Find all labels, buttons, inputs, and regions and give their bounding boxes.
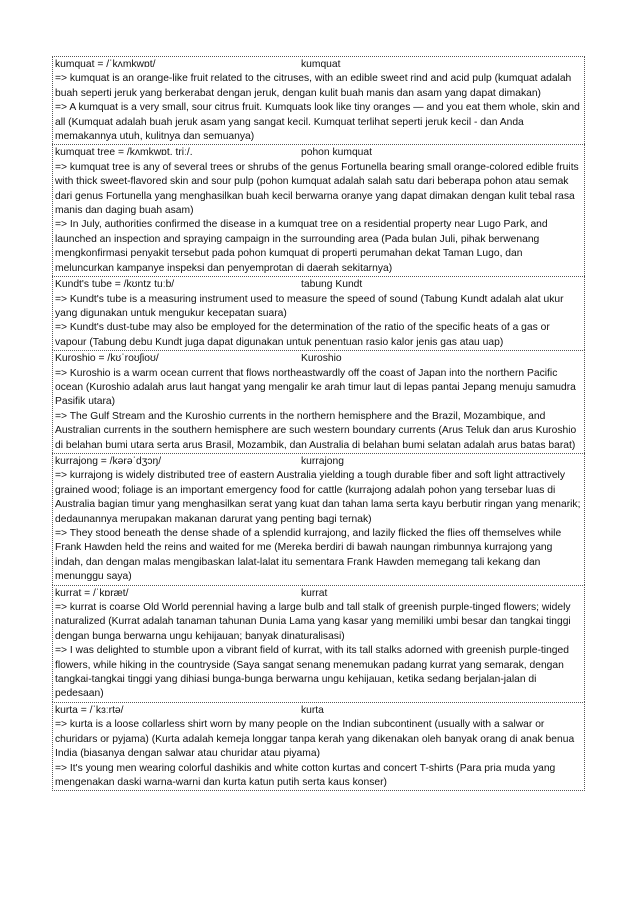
entry-term: Kundt's tube = /kʊntz tuːb/ [55,279,175,291]
entry-example: => kurrat is coarse Old World perennial having a large bulb and tall stalk of greenish purple-tinged flowers; widely naturalized (Kurrat adalah tanaman tahunan Dunia Lama yang kasar yang memiliki umbi besar dan tangkai tinggi dengan bunga berwarna ungu kehijauan; banyak dinaturalisasi) [55,602,571,642]
dictionary-entry [52,702,585,791]
dictionary-entry [52,585,585,702]
entry-header [55,58,582,72]
dictionary-entry [52,350,585,453]
dictionary-entry [52,144,585,276]
entry-example: => The Gulf Stream and the Kuroshio currents in the northern hemisphere and the Brazil, Mozambique, and Australian currents in the southern hemisphere are such western boundary currents (Arus Teluk dan arus Kuroshio di belahan bumi utara serta arus Brasil, Mozambik, dan Australia di belahan bumi selatan adalah arus batas barat) [55,410,577,451]
entry-translation: pohon kumquat [301,147,372,159]
entry-example: => I was delighted to stumble upon a vibrant field of kurrat, with its tall stalks adorned with greenish purple-tinged flowers, while hiking in the countryside (Saya sangat senang menemukan padang kurrat yang semarak, dengan tangkai-tangkai tinggi yang dihiasi bunga-bunga berwarna ungu kehijauan, ketika sedang berjalan-jalan di pedesaan) [55,645,569,700]
entry-example: => Kuroshio is a warm ocean current that flows northeastwardly off the coast of Japan into the northern Pacific ocean (Kuroshio adalah arus laut hangat yang mengalir ke arah timur laut di lepas pantai Jepang menuju samudra Pasifik utara) [55,367,576,408]
entry-term: kurrajong = /kərəˈdʒɔŋ/ [55,455,162,467]
entry-translation: Kuroshio [301,353,342,365]
dictionary-document [52,56,585,791]
entry-translation: kurrat [301,587,328,599]
entry-term: kumquat = /ˈkʌmkwɒt/ [55,59,156,70]
entry-translation: kumquat [301,59,341,70]
entry-header [55,587,582,601]
entry-translation: kurta [301,704,324,716]
entry-header [55,352,582,366]
entry-term: Kuroshio = /kʊˈroʊʃioʊ/ [55,353,159,365]
entry-term: kumquat tree = /kʌmkwɒt. triː/. [55,147,193,159]
entry-example: => It's young men wearing colorful dashikis and white cotton kurtas and concert T-shirts (Para pria muda yang mengenakan daski warna-warni dan kurta katun putih serta kaus konser) [55,762,556,788]
entry-example: => kumquat tree is any of several trees or shrubs of the genus Fortunella bearing small orange-colored edible fruits with thick sweet-flavored skin and sour pulp (pohon kumquat adalah salah satu dari beberapa pohon atau semak dari genus Fortunella yang menghasilkan buah kecil berwarna oranye yang dapat dimakan dengan kulit tebal rasa manis dan daging buah asam) [55,161,579,217]
entry-header [55,704,582,718]
entry-example: => In July, authorities confirmed the disease in a kumquat tree on a residential property near Lugo Park, and launched an inspection and spraying campaign in the surrounding area (Pada bulan Juli, pihak berwenang mengkonfirmasi penyakit tersebut pada pohon kumquat di properti perumahan dekat Taman Lugo, dan meluncurkan kampanye inspeksi dan penyemprotan di daerah sekitarnya) [55,219,548,274]
entry-header [55,278,582,292]
entry-header [55,146,582,160]
entry-example: => Kundt's dust-tube may also be employed for the determination of the ratio of the specific heats of a gas or vapour (Tabung debu Kundt juga dapat digunakan untuk penentuan rasio kalor jenis gas atau uap) [55,322,550,348]
entry-example: => kumquat is an orange-like fruit related to the citruses, with an edible sweet rind and acid pulp (kumquat adalah buah seperti jeruk yang berkerabat dengan jeruk, dengan kulit buah manis dan asam yang dapat dimakan) [55,73,572,99]
entry-term: kurta = /ˈkɜːrtə/ [55,704,124,716]
entry-example: => kurta is a loose collarless shirt worn by many people on the Indian subcontinent (usually with a salwar or churidars or pyjama) (Kurta adalah kemeja longgar tanpa kerah yang dikenakan oleh banyak orang di anak benua India (biasanya dengan salwar atau churidar atau piyama) [55,719,575,760]
entry-term: kurrat = /ˈkɒræt/ [55,587,129,599]
entry-example: => Kundt's tube is a measuring instrument used to measure the speed of sound (Tabung Kundt adalah alat ukur yang digunakan untuk mengukur kecepatan suara) [55,293,564,319]
dictionary-entry [52,453,585,585]
dictionary-entry [52,56,585,144]
entry-translation: tabung Kundt [301,279,363,291]
entry-example: => They stood beneath the dense shade of a splendid kurrajong, and lazily flicked the flies off themselves while Frank Hawden held the reins and waited for me (Mereka berdiri di bawah naungan rimbunnya kurrajong yang indah, dan dengan malas mengibaskan lalat-lalat itu sementara Frank Hawden memegang tali kekang dan menunggu saya) [55,528,562,583]
dictionary-entry [52,276,585,350]
entry-example: => A kumquat is a very small, sour citrus fruit. Kumquats look like tiny oranges — and you eat them whole, skin and all (Kumquat adalah buah jeruk asam yang sangat kecil. Kumquat terlihat seperti jeruk kecil - dan Anda memakannya utuh, kulitnya dan semuanya) [55,102,580,143]
entry-translation: kurrajong [301,455,344,467]
entry-header [55,455,582,469]
entry-example: => kurrajong is widely distributed tree of eastern Australia yielding a tough durable fiber and soft light attractively grained wood; foliage is an important emergency food for cattle (kurrajong adalah pohon yang tersebar luas di Australia bagian timur yang menghasilkan serat yang kuat dan tahan lama serta kayu berbutir ringan yang menarik; dedaunannya merupakan makanan darurat yang penting bagi ternak) [55,470,581,525]
